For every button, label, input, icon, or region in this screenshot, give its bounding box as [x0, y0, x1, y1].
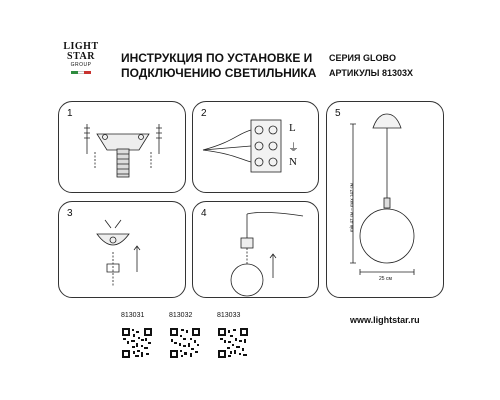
bracket-mounting-diagram [59, 102, 187, 194]
logo-word-star: STAR [67, 51, 95, 62]
diameter-label: 25 см [379, 276, 392, 282]
height-range-label: min 47 см – max 147 см [349, 183, 354, 232]
wire-label-live: L [289, 122, 296, 134]
step-3-panel [58, 201, 186, 298]
step-2-panel [192, 101, 319, 193]
article-code: 813032 [169, 312, 193, 319]
logo-word-group: GROUP [70, 62, 92, 68]
step-number: 3 [67, 208, 73, 219]
step-4-panel [192, 201, 319, 298]
article-code: 813031 [121, 312, 145, 319]
logo-word-light: LIGHT [63, 41, 99, 52]
wiring-terminal-diagram [193, 102, 320, 194]
step-1-panel [58, 101, 186, 193]
qr-code-icon [122, 328, 152, 358]
lightstar-logo [59, 42, 103, 74]
series-info [329, 51, 413, 81]
series-name: СЕРИЯ GLOBO [329, 53, 396, 63]
wire-label-neutral: N [289, 156, 297, 168]
dimension-diagram [327, 102, 445, 299]
qr-code-icon [218, 328, 248, 358]
website-link[interactable]: www.lightstar.ru [350, 315, 420, 325]
globe-attach-diagram [193, 202, 320, 299]
wire-label-ground: ⏚ [288, 142, 299, 154]
qr-code-icon [170, 328, 200, 358]
instruction-title: ИНСТРУКЦИЯ ПО УСТАНОВКЕ И ПОДКЛЮЧЕНИЮ СВЕТИЛЬНИКА [121, 51, 317, 80]
italian-flag-icon [71, 71, 91, 74]
step-number: 1 [67, 108, 73, 119]
step-number: 5 [335, 108, 341, 119]
step-number: 2 [201, 108, 207, 119]
article-code: 813033 [217, 312, 241, 319]
canopy-fixing-diagram [59, 202, 187, 299]
step-5-panel [326, 101, 444, 298]
article-range: АРТИКУЛЫ 81303X [329, 68, 413, 78]
step-number: 4 [201, 208, 207, 219]
